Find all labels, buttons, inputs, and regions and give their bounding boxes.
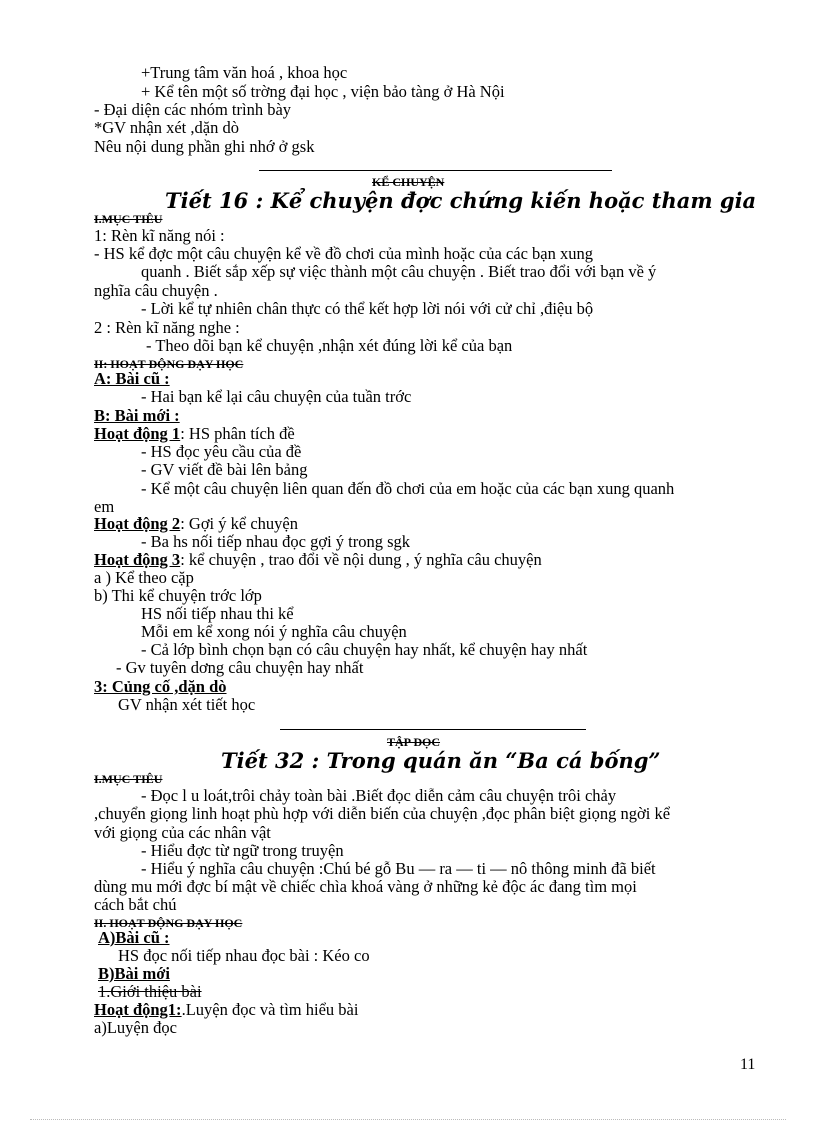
text-line: - Đại diện các nhóm trình bày (94, 100, 292, 119)
section-divider (280, 729, 586, 730)
text-line: 1: Rèn kĩ năng nói : (94, 226, 225, 245)
text-line: - GV viết đề bài lên bảng (141, 460, 308, 479)
activity-text: : Gợi ý kể chuyện (180, 514, 298, 533)
new-lesson-label: B: Bài mới : (94, 406, 180, 425)
text-line: a ) Kể theo cặp (94, 568, 194, 587)
page-number: 11 (740, 1056, 756, 1073)
text-line: - Ba hs nối tiếp nhau đọc gợi ý trong sgk (141, 532, 411, 551)
old-lesson-label: A)Bài cũ : (98, 928, 170, 947)
text-line: nghĩa câu chuyện . (94, 281, 218, 300)
text-line: dùng mu mới đợc bí mật về chiếc chìa khoá vàng ở những kẻ độc ác đang tìm mọi (94, 877, 637, 896)
sub-heading: a)Luyện đọc (94, 1018, 177, 1037)
text-line: ,chuyển giọng linh hoạt phù hợp với diễn biến của chuyện ,đọc phân biệt giọng ngời kể (94, 804, 671, 823)
wrap-up-label: 3: Củng cố ,dặn dò (94, 677, 227, 696)
section-divider (259, 170, 612, 171)
text-line: - Theo dõi bạn kể chuyện ,nhận xét đúng lời kể của bạn (146, 336, 513, 355)
text-line: *GV nhận xét ,dặn dò (94, 118, 239, 137)
intro-line: 1.Giới thiệu bài (98, 982, 202, 1001)
text-line: - HS kể đợc một câu chuyện kể về đồ chơi của mình hoặc của các bạn xung (94, 244, 593, 263)
activities-heading: II: HOẠT ĐỘNG DẠY HỌC (94, 357, 244, 371)
text-line: +Trung tâm văn hoá , khoa học (141, 63, 348, 82)
text-line: Mỗi em kể xong nói ý nghĩa câu chuyện (141, 622, 407, 641)
lesson-title: Tiết 32 : Trong quán ăn “Ba cá bống” (221, 748, 661, 773)
text-line: em (94, 497, 115, 516)
activity-line (94, 424, 295, 443)
text-line: - Gv tuyên dơng câu chuyện hay nhất (116, 658, 364, 677)
text-line: - Lời kể tự nhiên chân thực có thể kết hợp lời nói với cử chỉ ,điệu bộ (141, 299, 594, 318)
text-line: + Kể tên một số trờng đại học , viện bảo tàng ở Hà Nội (141, 82, 505, 101)
text-line: cách bắt chú (94, 895, 177, 914)
text-line: Nêu nội dung phần ghi nhớ ở gsk (94, 137, 315, 156)
activity-label: Hoạt động 3 (94, 550, 181, 569)
text-line: - HS đọc yêu cầu của đề (141, 442, 302, 461)
text-line: HS nối tiếp nhau thi kể (141, 604, 294, 623)
text-line: - Hiểu đợc từ ngữ trong truyện (141, 841, 344, 860)
activity-text: : kể chuyện , trao đổi về nội dung , ý nghĩa câu chuyện (180, 550, 542, 569)
activity-text: : HS phân tích đề (180, 424, 295, 443)
subject-heading: TẬP ĐỌC (387, 735, 441, 749)
text-line: 2 : Rèn kĩ năng nghe : (94, 318, 240, 337)
old-lesson-label: A: Bài cũ : (94, 369, 170, 388)
page-edge (30, 1119, 786, 1120)
text-line: - Hai bạn kể lại câu chuyện của tuần trớc (141, 387, 412, 406)
text-line: GV nhận xét tiết học (118, 695, 256, 714)
activity-label: Hoạt động 2 (94, 514, 181, 533)
activity-line (94, 514, 298, 533)
text-line: - Hiểu ý nghĩa câu chuyện :Chú bé gỗ Bu — ra — ti — nô thông minh đã biết (141, 859, 656, 878)
new-lesson-label: B)Bài mới (98, 964, 170, 983)
text-line: - Đọc l u loát,trôi chảy toàn bài .Biết đọc diễn cảm câu chuyện trôi chảy (141, 786, 617, 805)
text-line: b) Thi kể chuyện trớc lớp (94, 586, 262, 605)
subject-heading: KỂ CHUYỆN (372, 175, 445, 189)
activity-text: .Luyện đọc và tìm hiểu bài (181, 1000, 359, 1019)
lesson-title: Tiết 16 : Kể chuyện đợc chứng kiến hoặc tham gia (165, 188, 757, 213)
activity-label: Hoạt động 1 (94, 424, 181, 443)
activity-line (94, 550, 542, 569)
activities-heading: II. HOẠT ĐỘNG DẠY HỌC (94, 916, 243, 930)
text-line: - Cả lớp bình chọn bạn có câu chuyện hay nhất, kể chuyện hay nhất (141, 640, 588, 659)
goals-heading: I.MỤC TIÊU (94, 212, 163, 226)
text-line: HS đọc nối tiếp nhau đọc bài : Kéo co (118, 946, 370, 965)
text-line: quanh . Biết sắp xếp sự việc thành một câu chuyện . Biết trao đổi với bạn về ý (141, 262, 657, 281)
text-line: với giọng của các nhân vật (94, 823, 271, 842)
activity-label: Hoạt động1: (94, 1000, 182, 1019)
goals-heading: I.MỤC TIÊU (94, 772, 163, 786)
activity-line (94, 1000, 358, 1019)
text-line: - Kể một câu chuyện liên quan đến đồ chơi của em hoặc của các bạn xung quanh (141, 479, 675, 498)
